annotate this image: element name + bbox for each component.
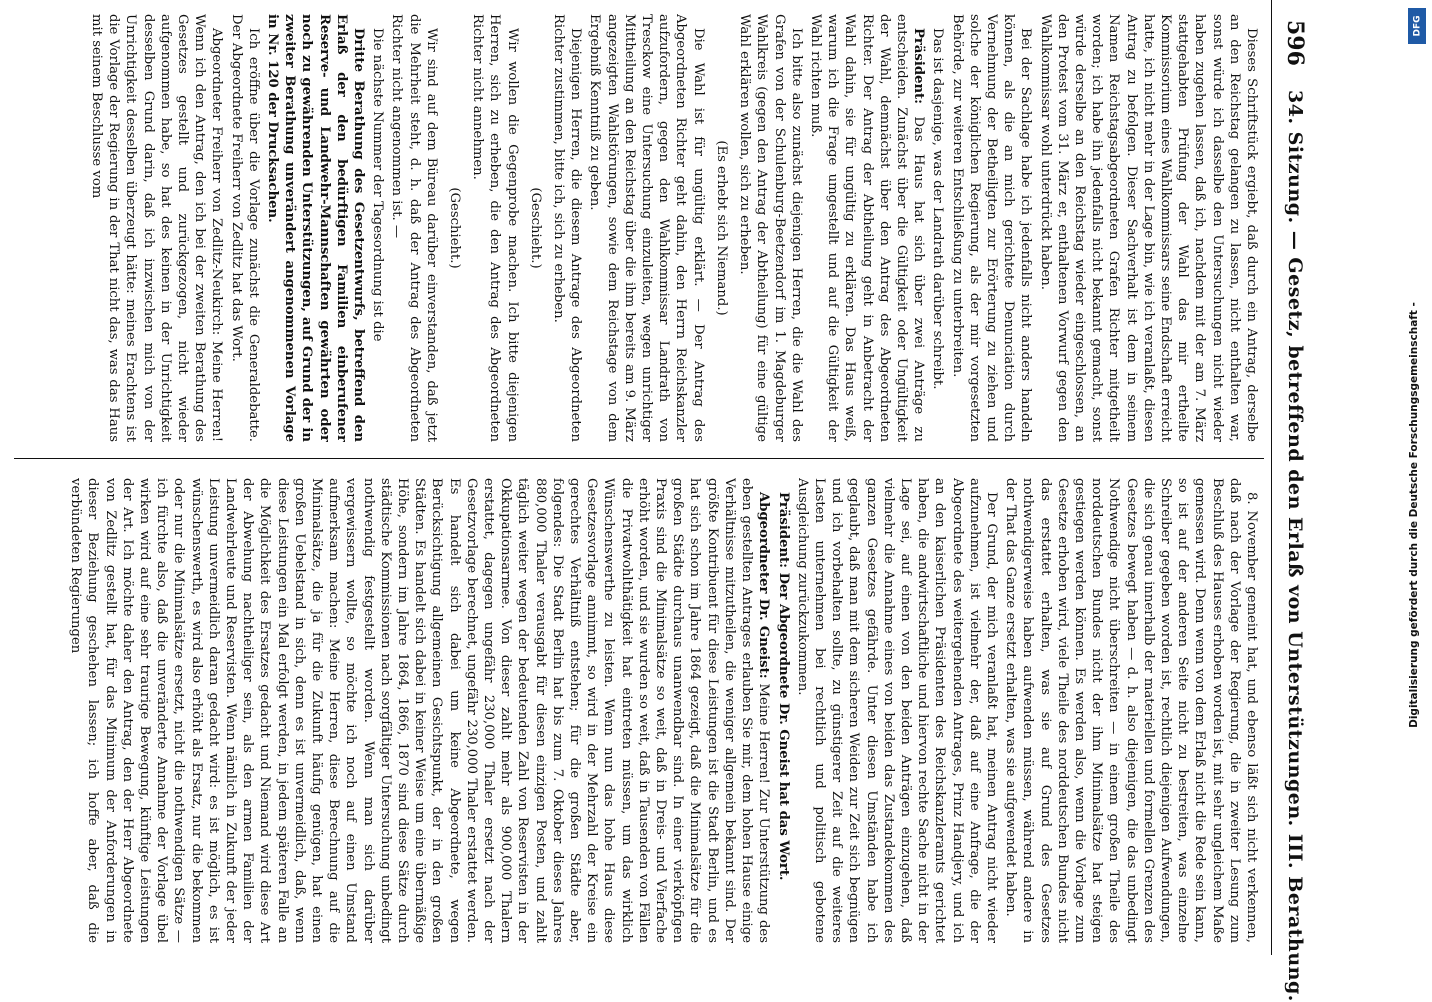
digitization-note — [1403, 40, 1425, 990]
stage-direction: (Geschieht.) — [447, 187, 463, 269]
paragraph: Diejenigen Herren, die diesem Antrage des Abgeordneten Richter zustimmen, bitte ich, sich zu erheben. — [551, 14, 584, 442]
paragraph: Das ist dasjenige, was der Landrath darüber schreibt. — [930, 28, 946, 390]
column-left — [20, 14, 1260, 442]
paragraph: Die nächste Nummer der Tagesordnung ist die — [370, 28, 386, 342]
paragraph: Bei der Sachlage habe ich jedenfalls nicht anders handeln können, als die an mich gerichtete Denunciation durch Vernehmung der Betheiligten zur Erörterung zu ziehen und solche der königlichen Regierung, als der mir vorgesetzten Behörde, zur weiteren Entschließung zu unterbreiten. — [949, 14, 1034, 442]
paragraph: Wir sind auf dem Büreau darüber einverstanden, daß jetzt die Mehrheit steht, d. h. daß der Antrag des Abgeordneten Richter nicht angenommen ist. — — [389, 14, 439, 442]
paragraph: Der Grund, der mich veranlaßt hat, meinen Antrag nicht wieder aufzunehmen, ist vielmehr der, daß auf eine Anfrage, die der Abgeordnete des weitergehenden Antrages, Prinz Handjery, und ich an den kaiserlichen Präsidenten des Reichskanzleramts gerichtet haben, die andwirtschaftliche und hiervon rechte Sache nicht in der Lage sei, auf einen von den beiden Anträgen einzugehen, daß vielmehr die Annahme eines von beiden das Zustandekommen des ganzen Gesetzes gefährde. Unter diesen Umständen habe ich geglaubt, daß man mit dem sicheren Weiden zur Zeit sich begnügen und ich vorbehalten sollte, zu günstigerer Zeit auf die weiteres Lasten unternehmen bei rechtlich und politisch gebotene Ausgleichung zurückzukommen. — [794, 478, 999, 943]
paragraph: Präsident: Der Abgeordnete Dr. Gneist hat das Wort. — [775, 492, 791, 881]
stage-direction: (Es erhebt sich Niemand.) — [713, 140, 729, 316]
agenda-item-heading: Dritte Berathung des Gesetzentwurfs, betreffend den Erlaß der den bedürftigen Familien einberufener Reserve- und Landwehr-Mannschaften gewährten oder noch zu gewährenden Unterstützungen, auf Grund der in zweiter Berathung unverändert angenommenen Vorlage in Nr. 120 der Drucksachen. — [265, 14, 367, 442]
speaker-label: Präsident: — [911, 28, 927, 105]
paragraph: Ich eröffne über die Vorlage zunächst die Generaldebatte. Der Abgeordnete Freiherr von Zedlitz hat das Wort. — [228, 14, 261, 442]
paragraph: Ich bitte also zunächst diejenigen Herren, die die Wahl des Grafen von der Schulenburg-Beetzendorf im 1. Magdeburger Wahlkreis (gegen den Antrag der Abtheilung) für eine gültige Wahl erklären wollen, sich zu erheben. — [737, 14, 804, 442]
paragraph: 8. November gemeint hat, und ebenso läßt sich nicht verkennen, daß nach der Vorlage der Regierung, die in zweiter Lesung zum Beschluß des Hauses erhoben worden ist, mit sehr ungleichem Maße gemessen wird. Denn wenn von dem Erlaß nicht die Rede sein kann, so ist auf der anderen Seite nicht zu bestreiten, was einzelne Schreiber gegeben worden ist, rechtlich diejenigen Aufwendungen, die sich genau innerhalb der materiellen und formellen Grenzen des Gesetzes bewegt haben — d. h. also diejenigen, die das unbedingt Nothwendige nicht überschreiten — in einem großen Theile des norddeutschen Bundes nicht der ihm Minimalsätze hat steigen gestiegen werden können. Es werden also, wenn die Vorlage zum Gesetze erhoben wird, viele Theile des norddeutschen Bundes nicht das erstattet erhalten, was sie auf Grund des Gesetzes nothwendigerweise haben aufwenden müssen, während andere in der That das Ganze ersetzt erhalten, was sie aufgewendet haben. — [1003, 478, 1259, 943]
paragraph: Die Wahl ist für ungültig erklärt. — Der Antrag des Abgeordneten Richter geht dahin, den Herrn Reichskanzler aufzufordern, gegen den Wahlkommissar Landrath von Tresckow eine Untersuchung einzuleiten, wegen unrichtiger Mittheilung an den Reichstag über die ihm bereits am 9. März angezeigten Wahlstörungen, sowie dem Reichstage von dem Ergebniß Kenntniß zu geben. — [587, 14, 706, 442]
paragraph — [807, 14, 927, 442]
speech-text: Das Haus hat sich über zwei Anträge zu entscheiden. Zunächst über die Gültigkeit oder Ungültigkeit der Wahl, demnächst über den Antrag des Abgeordneten Richter. Der Antrag der Abtheilung geht in Anbetracht der Wahl dahin, sie für ungültig zu erklären. Das Haus weiß, warum ich die Frage umgestellt und auf die Gültigkeit der Wahl richten muß. — [807, 14, 927, 442]
paragraph: Wir wollen die Gegenprobe machen. Ich bitte diejenigen Herren, sich zu erheben, die den Antrag des Abgeordneten Richter nicht annehmen. — [470, 14, 520, 442]
column-right — [20, 478, 1260, 943]
stage-direction: (Geschieht.) — [527, 187, 543, 269]
column-divider — [14, 458, 1264, 459]
page-number: 596 — [1282, 20, 1308, 66]
paragraph — [67, 478, 772, 943]
paragraph: Dieses Schriftstück ergiebt, daß durch ein Antrag, derselbe an den Reichstag gelangen zu lassen, nicht enthalten war, sonst würde ich dasselbe den Untersuchungen nicht wieder haben zugehen lassen, daß ich, nachdem mit der am 7. März stattgehabten Prüfung der Wahl das mir ertheilte Kommissorium eines Wahlkommissars seine Endschaft erreicht hatte, ich nicht mehr in der Lage bin, wie ich veranlaßt, diesen Antrag zu befolgen. Dieser Sachverhalt ist dem in seinem Namen Reichstagsabgeordneten Grafen Richter mitgetheilt worden; ich habe ihn jedenfalls nicht bekannt gemacht, sonst würde derselbe an den Reichstag wieder eingeschlossen, an den Protest vom 31. März er, enthaltenen Vorwurf gegen den Wahlkommissar wohl unterdrückt haben. — [1037, 14, 1259, 442]
running-head: 34. Sitzung. — Gesetz, betreffend den Erlaß von Unterstützungen. III. Berathung. — [1284, 90, 1306, 1002]
dfg-logo: DFG — [1408, 8, 1426, 44]
paragraph: Abgeordneter Freiherr von Zedlitz-Neukirch: Meine Herren! Wenn ich den Antrag, den ich bei der zweiten Berathung des Gesetzes gestellt und zurückgezogen, nicht wieder aufgenommen habe, so hat des keinen in der Unrichtigkeit desselben Grund darin, daß ich inzwischen mich von der Unrichtigkeit desselben überzeugt hätte: meines Erachtens ist die Vorlage der Regierung in der That nicht das, was das Haus mit seinem Beschlusse vom — [89, 14, 225, 442]
digitization-note-text: Digitalisierung gefördert durch die Deutsche Forschungsgemeinschaft - — [1408, 302, 1420, 728]
speaker-label: Abgeordneter Dr. Gneist: — [756, 492, 772, 679]
page-header — [1271, 0, 1312, 1002]
speech-text: Meine Herren! Zur Unterstützung des eben gestellten Antrages erlauben Sie mir, dem hohen Hause einige Verhältnisse mitzutheilen, die weniger allgemein bekannt sind. Der größte Kontribuent für diese Leistungen ist die Stadt Berlin, und es hat sich schon im Jahre 1864 gezeigt, daß die Minimalsätze für die großen Städte durchaus unanwendbar sind. In einer vierköpfigen Praxis sind die Minimalsätze so weit, daß in Dreis- und Vierfache erhöht worden, und sie wurden so weit, daß in Tausenden von Fällen die Privatwohlthätigkeit hat eintreten müssen, um das wirklich Wünschenswerthe zu leisten. Wenn nun das hohe Haus diese Gesetzesvorlage annimmt, so wird in der Mehrzahl der Kreise ein gerechtes Verhältniß entstehen; für die großen Städte aber, folgendes: Die Stadt Berlin hat bis zum 7. Oktober dieses Jahres 880,000 Thaler verausgabt für diesen einzigen Posten, und zahlt täglich weiter wegen der bedeutenden Zahl von Reservisten in der Okkupationsarmee. Von dieser zahlt mehr als 900,000 Thalern erstattet, dagegen ungefähr 230,000 Thaler ersetzt nach der Gesetzvorlage berechnet, ungefähr 230,000 Thaler erstattet werden. Es handelt sich dabei um keine Abgeordnete, wegen Berücksichtigung allgemeinen Gesichtspunkt, der in den großen Städten. Es handelt sich dabei in keiner Weise um eine übermäßige Höhe, sondern im Jahre 1864, 1866, 1870 sind diese Sätze durch städtische Kommissionen nach sorgfältiger Untersuchung unbedingt nothwendig festgestellt worden. Wenn man sich darüber vergewissern wollte, so möchte ich noch auf einen Umstand aufmerksam machen: Meine Herren, diese Berechnung auf die Minimalsätze, die ja für die Zukunft häufig genügen, hat einen großen Uebelstand in sich, denn es ist unvermeidlich, daß, wenn diese Leistungen ein Mal erfolgt werden, in jedem späteren Falle an die Möglichkeit des Ersatzes gedacht und Niemand wird diese Art der Abwehung nachtheiliger sein, als den armen Familien der Landwehrleute und Reservisten. Wenn nämlich in Zukunft der jeder Leistung unvermeidlich daran gedacht wird: es ist möglich, es ist wünschenswerth, es wird also erhöht als Ersatz, nur die bekommen oder nur die Minimalsätze ersetzt, nicht die nothwendigen Sätze — ich fürchte also, daß die unveränderte Annahme der Vorlage übel wirken wird auf eine sehr traurige Bewegung, künftige Leistungen der Art. Ich möchte daher den Antrag, den der Herr Abgeordnete von Zedlitz gestellt hat, für das Minimum der Anforderungen in dieser Beziehung geschehen lassen; ich hoffe aber, daß die verbündeten Regierungen — [68, 478, 772, 943]
